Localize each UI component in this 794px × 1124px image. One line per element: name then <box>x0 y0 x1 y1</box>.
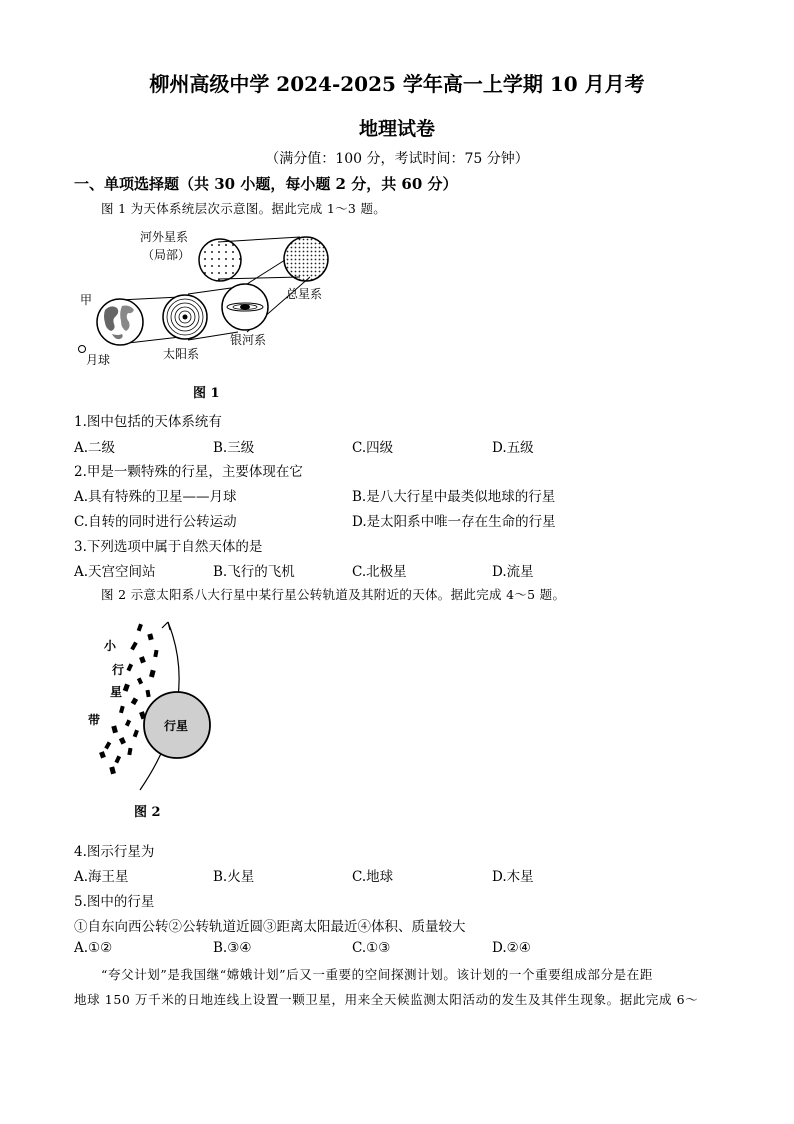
question-2-stem: 2.甲是一颗特殊的行星，主要体现在它 <box>74 464 303 480</box>
q5-option-b: B.③④ <box>213 940 252 956</box>
exam-title: 柳州高级中学 2024-2025 学年高一上学期 10 月月考 <box>149 72 645 96</box>
external-galaxy-circle <box>199 239 241 281</box>
q4-option-c: C.地球 <box>352 869 394 885</box>
label-planet: 行星 <box>164 719 189 733</box>
label-external-galaxy: 河外星系 <box>140 230 189 244</box>
label-milky-way: 银河系 <box>230 333 267 347</box>
figure1-diagram <box>70 222 370 372</box>
figure1-intro: 图 1 为天体系统层次示意图。据此完成 1～3 题。 <box>101 201 387 216</box>
q3-option-c: C.北极星 <box>352 564 407 580</box>
solar-system-circle <box>163 295 207 339</box>
label-external-galaxy-sub: （局部） <box>142 248 191 262</box>
passage-line-1: “夸父计划”是我国继“嫦娥计划”后又一重要的空间探测计划。该计划的一个重要组成部分是在距 <box>101 967 653 982</box>
q4-option-a: A.海王星 <box>74 869 129 885</box>
figure1-caption: 图 1 <box>193 386 220 401</box>
figure2-diagram <box>80 612 220 802</box>
question-3-stem: 3.下列选项中属于自然天体的是 <box>74 539 263 555</box>
passage-line-2: 地球 150 万千米的日地连线上设置一颗卫星，用来全天候监测太阳活动的发生及其伴生现象。据此完成 6～ <box>74 992 699 1007</box>
total-galaxy-circle <box>284 237 328 281</box>
exam-subject: 地理试卷 <box>358 118 435 140</box>
label-belt-3: 星 <box>110 685 123 699</box>
label-belt-4: 带 <box>88 713 101 727</box>
milky-way-circle <box>222 284 268 330</box>
q2-option-d: D.是太阳系中唯一存在生命的行星 <box>352 514 556 530</box>
q5-option-a: A.①② <box>74 940 113 956</box>
label-belt-1: 小 <box>104 639 117 653</box>
question-5-stem: 5.图中的行星 <box>74 894 155 910</box>
earth-globe <box>97 299 143 345</box>
q4-option-b: B.火星 <box>213 869 255 885</box>
question-5-statements: ①自东向西公转②公转轨道近圆③距离太阳最近④体积、质量较大 <box>74 919 466 935</box>
label-total-galaxy: 总星系 <box>286 287 323 301</box>
label-solar-system: 太阳系 <box>163 347 200 361</box>
figure2-caption: 图 2 <box>134 805 161 820</box>
q5-option-d: D.②④ <box>492 940 531 956</box>
q1-option-a: A.二级 <box>74 440 116 456</box>
orbit-arrow-icon <box>162 622 170 630</box>
q1-option-d: D.五级 <box>492 440 534 456</box>
q1-option-b: B.三级 <box>213 440 255 456</box>
q2-option-b: B.是八大行星中最类似地球的行星 <box>352 489 556 505</box>
q2-option-a: A.具有特殊的卫星——月球 <box>74 489 237 505</box>
q3-option-d: D.流星 <box>492 564 534 580</box>
question-1-stem: 1.图中包括的天体系统有 <box>74 414 222 430</box>
moon-dot <box>79 346 86 353</box>
q3-option-b: B.飞行的飞机 <box>213 564 295 580</box>
exam-meta: （满分值：100 分，考试时间：75 分钟） <box>265 151 529 167</box>
label-jia: 甲 <box>80 293 93 307</box>
figure2-intro: 图 2 示意太阳系八大行星中某行星公转轨道及其附近的天体。据此完成 4～5 题。 <box>101 587 566 602</box>
q5-option-c: C.①③ <box>352 940 391 956</box>
label-moon: 月球 <box>86 353 111 367</box>
label-belt-2: 行 <box>112 663 125 677</box>
q1-option-c: C.四级 <box>352 440 394 456</box>
question-4-stem: 4.图示行星为 <box>74 844 155 860</box>
q2-option-c: C.自转的同时进行公转运动 <box>74 514 237 530</box>
q3-option-a: A.天宫空间站 <box>74 564 156 580</box>
q4-option-d: D.木星 <box>492 869 534 885</box>
section-heading: 一、单项选择题（共 30 小题，每小题 2 分，共 60 分） <box>74 175 458 193</box>
